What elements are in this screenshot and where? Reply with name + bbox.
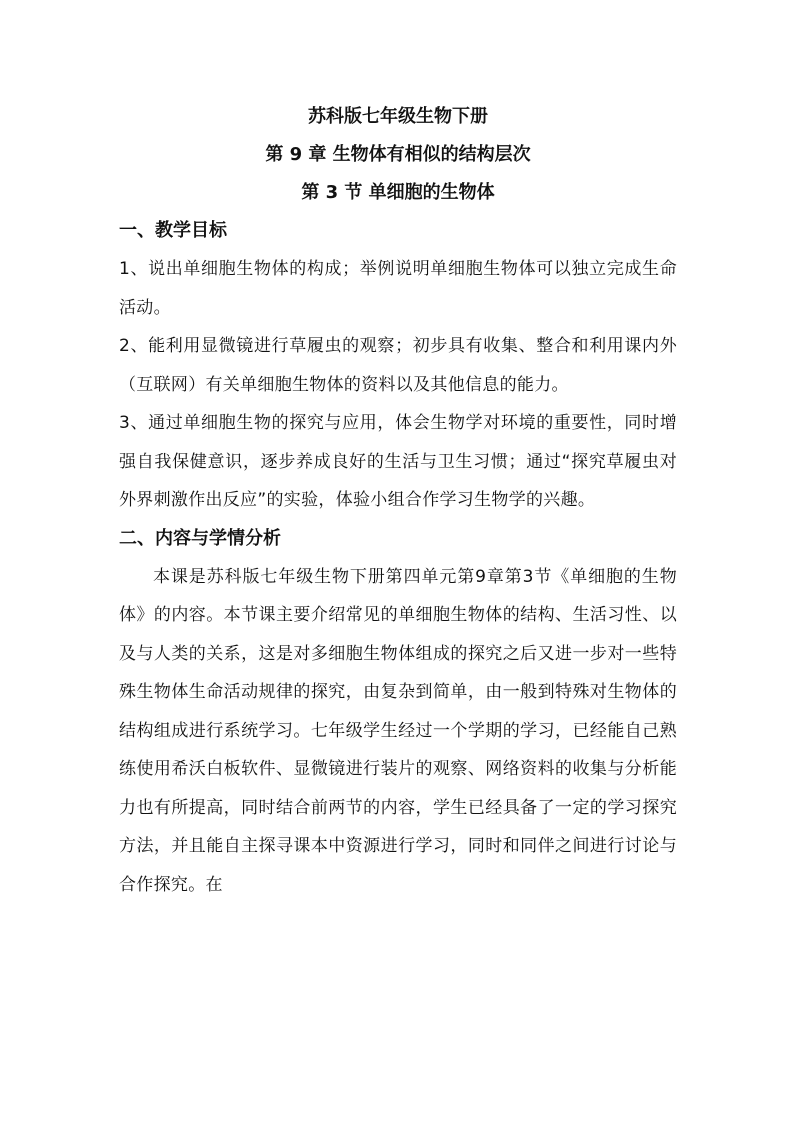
document-title-section: 第 3 节 单细胞的生物体 xyxy=(301,182,495,203)
section-heading-objectives: 一、教学目标 xyxy=(119,220,227,241)
section-heading-analysis: 二、内容与学情分析 xyxy=(119,527,281,549)
document-title-chapter: 第 9 章 生物体有相似的结构层次 xyxy=(265,144,531,165)
objective-item-3: 3、通过单细胞生物的探究与应用，体会生物学对环境的重要性，同时增强自我保健意识，逐步养成良好的生活与卫生习惯；通过“探究草履虫对外界刺激作出反应”的实验，体验小组合作学习生物学的兴趣。 xyxy=(119,413,677,510)
document-title-book: 苏科版七年级生物下册 xyxy=(308,106,488,127)
objective-item-2: 2、能利用显微镜进行草履虫的观察；初步具有收集、整合和利用课内外（互联网）有关单细胞生物体的资料以及其他信息的能力。 xyxy=(119,336,677,395)
analysis-paragraph: 本课是苏科版七年级生物下册第四单元第9章第3节《单细胞的生物体》的内容。本节课主要介绍常见的单细胞生物体的结构、生活习性、以及与人类的关系，这是对多细胞生物体组成的探究之后又进一步对一些特殊生物体生命活动规律的探究，由复杂到简单，由一般到特殊对生物体的结构组成进行系统学习。七年级学生经过一个学期的学习，已经能自己熟练使用希沃白板软件、显微镜进行装片的观察、网络资料的收集与分析能力也有所提高，同时结合前两节的内容，学生已经具备了一定的学习探究方法，并且能自主探寻课本中资源进行学习，同时和同伴之间进行讨论与合作探究。在 xyxy=(119,566,677,895)
objective-item-1: 1、说出单细胞生物体的构成；举例说明单细胞生物体可以独立完成生命活动。 xyxy=(119,259,677,318)
document-content xyxy=(119,98,677,904)
